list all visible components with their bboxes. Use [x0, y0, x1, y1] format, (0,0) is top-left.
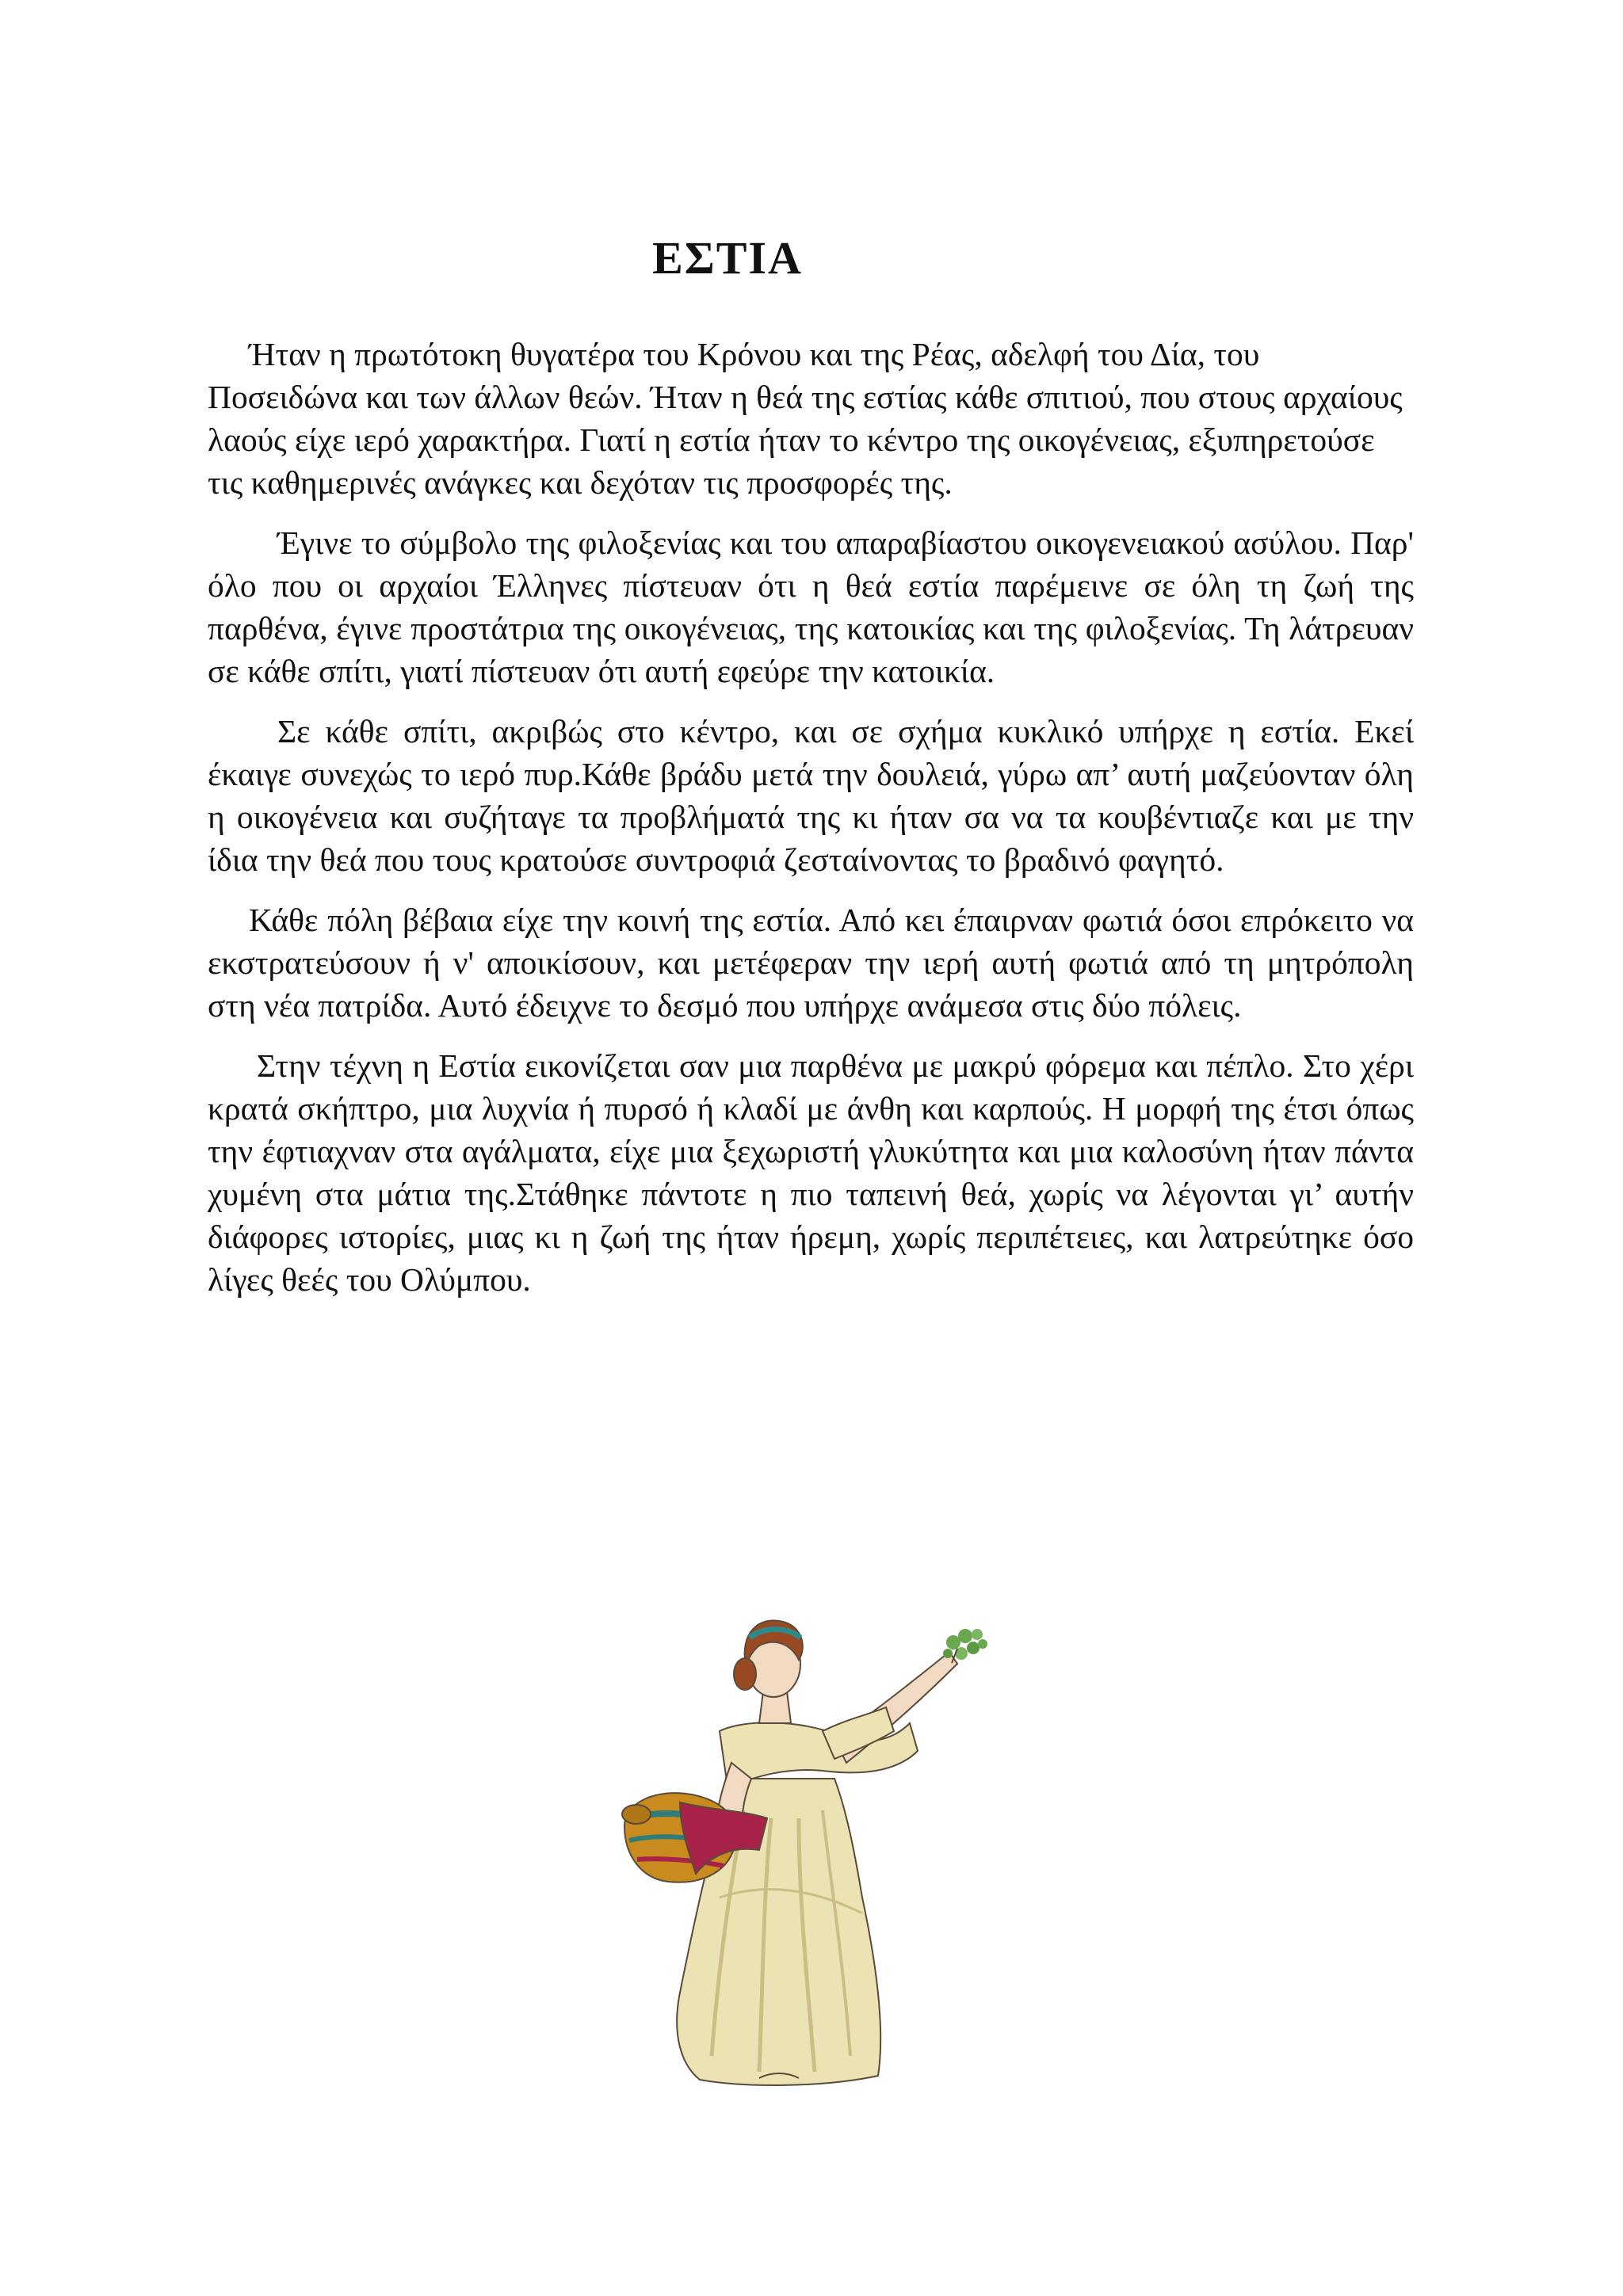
paragraph-1: Ήταν η πρωτότοκη θυγατέρα του Κρόνου και της Ρέας, αδελφή του Δία, του Ποσειδώνα και των άλλων θεών. Ήταν η θεά της εστίας κάθε σπιτιού, που στους αρχαίους λαούς είχε ιερό χαρακτήρα. Γιατί η εστία ήταν το κέντρο της οικογένειας, εξυπηρετούσε τις καθημερινές ανάγκες και δεχόταν τις προσφορές της.	[208, 336, 1403, 501]
paragraph-2: Έγινε το σύμβολο της φιλοξενίας και του απαραβίαστου οικογενειακού ασύλου. Παρ' όλο που οι αρχαίοι Έλληνες πίστευαν ότι η θεά εστία παρέμεινε σε όλη τη ζωή της παρθένα, έγινε προστάτρια της οικογένειας, της κατοικίας και της φιλοξενίας. Τη λάτρευαν σε κάθε σπίτι, γιατί πίστευαν ότι αυτή εφεύρε την κατοικία.	[208, 524, 1414, 689]
paragraph-3: Σε κάθε σπίτι, ακριβώς στο κέντρο, και σε σχήμα κυκλικό υπήρχε η εστία. Εκεί έκαιγε συνεχώς το ιερό πυρ.Κάθε βράδυ μετά την δουλειά, γύρω απ’ αυτή μαζεύονταν όλη η οικογένεια και συζήταγε τα προβλήματά της κι ήταν σα να τα κουβέντιαζε και με την ίδια την θεά που τους κρατούσε συντροφιά ζεσταίνοντας το βραδινό φαγητό.	[208, 713, 1414, 878]
page-title: ΕΣΤΙΑ	[652, 232, 803, 284]
goddess-illustration-icon	[561, 1581, 1068, 2088]
goddess-hestia-illustration	[561, 1581, 1068, 2088]
document-body	[208, 333, 1414, 1318]
paragraph-4: Κάθε πόλη βέβαια είχε την κοινή της εστία. Από κει έπαιρναν φωτιά όσοι επρόκειτο να εκστρατεύσουν ή ν' αποικίσουν, και μετέφεραν την ιερή αυτή φωτιά από τη μητρόπολη στη νέα πατρίδα. Αυτό έδειχνε το δεσμό που υπήρχε ανάμεσα στις δύο πόλεις.	[208, 902, 1414, 1024]
paragraph-5: Στην τέχνη η Εστία εικονίζεται σαν μια παρθένα με μακρύ φόρεμα και πέπλο. Στο χέρι κρατά σκήπτρο, μια λυχνία ή πυρσό ή κλαδί με άνθη και καρπούς. Η μορφή της έτσι όπως την έφτιαχναν στα αγάλματα, είχε μια ξεχωριστή γλυκύτητα και μια καλοσύνη ήταν πάντα χυμένη στα μάτια της.Στάθηκε πάντοτε η πιο ταπεινή θεά, χωρίς να λέγονται γι’ αυτήν διάφορες ιστορίες, μιας κι η ζωή της ήταν ήρεμη, χωρίς περιπέτειες, και λατρεύτηκε όσο λίγες θεές του Ολύμπου.	[208, 1047, 1414, 1298]
